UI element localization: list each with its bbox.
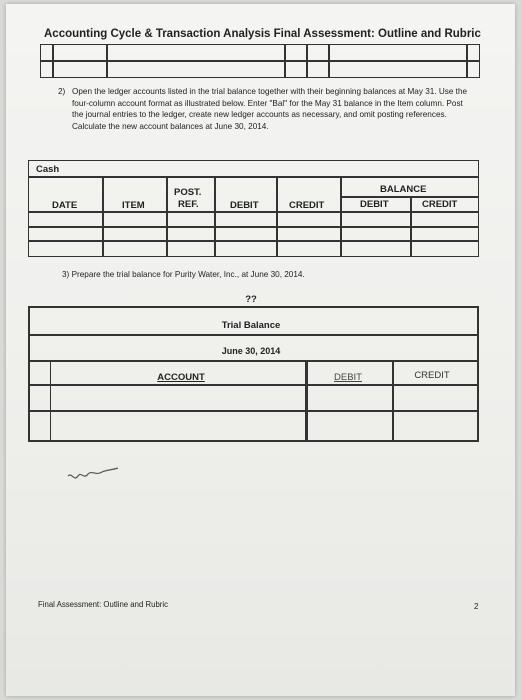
col-balance-credit: CREDIT [422, 199, 458, 210]
trial-balance-date: June 30, 2014 [221, 346, 281, 356]
page-number: 2 [474, 602, 479, 611]
ledger-account-name: Cash [36, 164, 60, 175]
footer-text: Final Assessment: Outline and Rubric [38, 600, 169, 609]
document-page [6, 4, 515, 696]
col-post-ref-2: REF. [178, 199, 199, 210]
trial-balance-col-credit: CREDIT [414, 370, 450, 381]
question-3 [62, 270, 305, 279]
col-balance-debit: DEBIT [360, 199, 389, 210]
handwritten-checkmark-icon [66, 462, 122, 486]
trial-balance-col-account: ACCOUNT [157, 372, 205, 383]
trial-balance-company: ?? [245, 294, 257, 305]
question-2-text: Open the ledger accounts listed in the trial balance together with their beginning balances at May 31. Use the four-column account format as illustrated below. Enter "Bal" for the May 31 balance in the Item column. Post the journal entries to the ledger, create new ledger accounts as necessary, and omit posting references. Calculate the new account balances at June 30, 2014. [72, 87, 468, 131]
trial-balance-col-debit: DEBIT [334, 372, 362, 383]
question-3-text: Prepare the trial balance for Purity Water, Inc., at June 30, 2014. [71, 270, 305, 279]
col-credit: CREDIT [289, 200, 325, 211]
question-3-number: 3) [62, 270, 70, 279]
trial-balance-title: Trial Balance [221, 320, 281, 331]
col-date: DATE [52, 200, 78, 211]
question-2 [58, 86, 468, 132]
col-debit: DEBIT [230, 200, 259, 211]
document-title: Accounting Cycle & Transaction Analysis Final Assessment: Outline and Rubric [44, 28, 481, 40]
question-2-number: 2) [58, 87, 66, 96]
col-balance: BALANCE [380, 184, 427, 195]
col-post-ref-1: POST. [174, 187, 202, 198]
col-item: ITEM [122, 200, 145, 211]
